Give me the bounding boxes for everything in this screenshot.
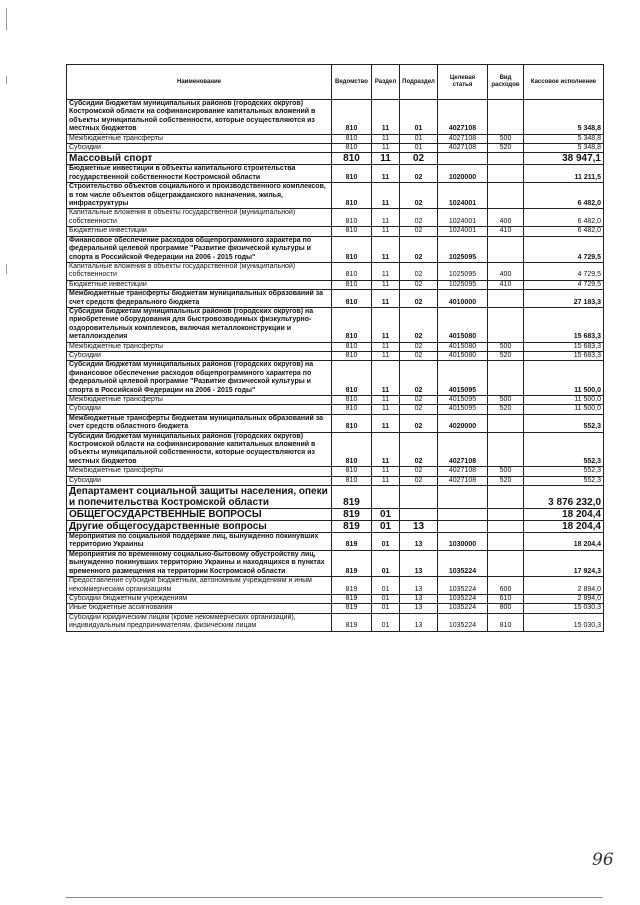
header-section: Раздел bbox=[372, 65, 400, 100]
row-expense-type bbox=[488, 183, 524, 209]
row-subsection: 02 bbox=[400, 153, 438, 165]
row-section: 11 bbox=[372, 165, 400, 183]
row-subsection: 02 bbox=[400, 361, 438, 396]
header-name: Наименование bbox=[67, 65, 332, 100]
row-target-item bbox=[438, 509, 488, 521]
row-name: Мероприятия по временному социально-бытовому обустройству лиц, вынужденно покинувших территорию Украины и находящихся в пунктах временного размещения на территории Костромской области bbox=[67, 550, 332, 576]
row-section: 01 bbox=[372, 550, 400, 576]
row-expense-type: 520 bbox=[488, 144, 524, 153]
row-subsection: 13 bbox=[400, 533, 438, 551]
row-expense-type: 500 bbox=[488, 467, 524, 476]
row-subsection: 13 bbox=[400, 594, 438, 603]
row-amount: 15 683,3 bbox=[524, 351, 604, 360]
row-name: Предоставление субсидий бюджетным, автономным учреждениям и иным некоммерческим организациям bbox=[67, 577, 332, 595]
row-target-item bbox=[438, 521, 488, 533]
row-name: Межбюджетные трансферты bbox=[67, 342, 332, 351]
row-amount: 6 482,0 bbox=[524, 183, 604, 209]
row-section: 11 bbox=[372, 144, 400, 153]
row-amount: 38 947,1 bbox=[524, 153, 604, 165]
row-department: 810 bbox=[332, 144, 372, 153]
row-section: 11 bbox=[372, 227, 400, 236]
row-target-item: 1030000 bbox=[438, 533, 488, 551]
row-target-item: 4015095 bbox=[438, 361, 488, 396]
row-target-item: 1035224 bbox=[438, 550, 488, 576]
row-subsection: 01 bbox=[400, 144, 438, 153]
row-department: 810 bbox=[332, 361, 372, 396]
table-row bbox=[67, 236, 604, 262]
table-row bbox=[67, 342, 604, 351]
row-target-item: 1024001 bbox=[438, 227, 488, 236]
row-amount: 5 348,8 bbox=[524, 100, 604, 135]
row-name: Субсидии бюджетам муниципальных районов (городских округов) на финансовое обеспечение расходов общепрограммного характера по федеральной целевой программе "Развитие физической культуры и спорта в Российской Федерации на 2006 - 2015 годы" bbox=[67, 361, 332, 396]
row-section: 11 bbox=[372, 262, 400, 280]
table-row bbox=[67, 577, 604, 595]
row-department: 810 bbox=[332, 236, 372, 262]
table-row bbox=[67, 307, 604, 342]
table-header-row bbox=[67, 65, 604, 100]
row-name: Субсидии бюджетам муниципальных районов (городских округов) Костромской области на софинансирование капитальных вложений в объекты муниципальной собственности, которые осуществляются из местных бюджетов bbox=[67, 100, 332, 135]
header-target-item: Целевая статья bbox=[438, 65, 488, 100]
row-department: 810 bbox=[332, 153, 372, 165]
row-amount: 17 924,3 bbox=[524, 550, 604, 576]
table-row bbox=[67, 227, 604, 236]
row-name: Бюджетные инвестиции bbox=[67, 227, 332, 236]
row-section: 11 bbox=[372, 307, 400, 342]
row-section: 11 bbox=[372, 100, 400, 135]
row-expense-type bbox=[488, 521, 524, 533]
left-margin-mark bbox=[6, 8, 7, 30]
row-expense-type: 610 bbox=[488, 594, 524, 603]
row-subsection: 02 bbox=[400, 414, 438, 432]
row-subsection bbox=[400, 486, 438, 509]
row-name: Капитальные вложения в объекты государственной (муниципальной) собственности bbox=[67, 209, 332, 227]
table-row bbox=[67, 351, 604, 360]
row-section: 11 bbox=[372, 414, 400, 432]
row-expense-type: 400 bbox=[488, 262, 524, 280]
row-expense-type bbox=[488, 414, 524, 432]
row-department: 810 bbox=[332, 467, 372, 476]
row-amount: 4 729,5 bbox=[524, 262, 604, 280]
row-amount: 5 348,8 bbox=[524, 134, 604, 143]
row-amount: 15 030,3 bbox=[524, 604, 604, 613]
row-expense-type: 500 bbox=[488, 342, 524, 351]
row-expense-type bbox=[488, 550, 524, 576]
row-name: Межбюджетные трансферты бюджетам муниципальных образований за счет средств областного бюджета bbox=[67, 414, 332, 432]
row-section: 01 bbox=[372, 521, 400, 533]
row-section: 11 bbox=[372, 236, 400, 262]
row-department: 810 bbox=[332, 290, 372, 308]
table-row bbox=[67, 209, 604, 227]
table-row bbox=[67, 100, 604, 135]
table-row bbox=[67, 550, 604, 576]
row-amount: 552,3 bbox=[524, 414, 604, 432]
row-subsection: 13 bbox=[400, 521, 438, 533]
row-name: Межбюджетные трансферты bbox=[67, 467, 332, 476]
row-expense-type: 410 bbox=[488, 280, 524, 289]
row-expense-type bbox=[488, 236, 524, 262]
row-target-item: 4027108 bbox=[438, 476, 488, 485]
row-amount: 11 500,0 bbox=[524, 361, 604, 396]
row-department: 810 bbox=[332, 209, 372, 227]
row-expense-type: 800 bbox=[488, 604, 524, 613]
row-expense-type bbox=[488, 165, 524, 183]
row-expense-type bbox=[488, 100, 524, 135]
row-target-item: 1025095 bbox=[438, 262, 488, 280]
row-subsection: 02 bbox=[400, 405, 438, 414]
table-row bbox=[67, 613, 604, 631]
table-row bbox=[67, 134, 604, 143]
row-name: ОБЩЕГОСУДАРСТВЕННЫЕ ВОПРОСЫ bbox=[67, 509, 332, 521]
row-target-item: 4010000 bbox=[438, 290, 488, 308]
row-name: Другие общегосударственные вопросы bbox=[67, 521, 332, 533]
row-subsection: 02 bbox=[400, 183, 438, 209]
row-subsection: 02 bbox=[400, 280, 438, 289]
row-target-item: 4027108 bbox=[438, 467, 488, 476]
row-name: Субсидии bbox=[67, 351, 332, 360]
row-target-item: 1024001 bbox=[438, 183, 488, 209]
row-section: 01 bbox=[372, 604, 400, 613]
row-section: 11 bbox=[372, 361, 400, 396]
row-name: Бюджетные инвестиции в объекты капитального строительства государственной собственности Костромской области bbox=[67, 165, 332, 183]
row-amount: 552,3 bbox=[524, 476, 604, 485]
row-subsection: 02 bbox=[400, 290, 438, 308]
row-subsection bbox=[400, 509, 438, 521]
row-department: 810 bbox=[332, 134, 372, 143]
row-department: 819 bbox=[332, 594, 372, 603]
row-department: 819 bbox=[332, 550, 372, 576]
row-department: 819 bbox=[332, 613, 372, 631]
left-margin-mark bbox=[6, 76, 7, 84]
row-department: 819 bbox=[332, 533, 372, 551]
row-section: 01 bbox=[372, 594, 400, 603]
row-department: 810 bbox=[332, 414, 372, 432]
row-department: 810 bbox=[332, 183, 372, 209]
table-row bbox=[67, 521, 604, 533]
table-row bbox=[67, 280, 604, 289]
row-expense-type: 520 bbox=[488, 476, 524, 485]
row-target-item: 1025095 bbox=[438, 280, 488, 289]
row-target-item: 4027108 bbox=[438, 134, 488, 143]
table-row bbox=[67, 476, 604, 485]
bottom-rule bbox=[66, 897, 603, 898]
table-row bbox=[67, 432, 604, 467]
row-subsection: 02 bbox=[400, 351, 438, 360]
row-section: 11 bbox=[372, 134, 400, 143]
row-expense-type bbox=[488, 361, 524, 396]
row-section: 11 bbox=[372, 209, 400, 227]
row-section: 11 bbox=[372, 476, 400, 485]
row-expense-type: 500 bbox=[488, 134, 524, 143]
row-name: Департамент социальной защиты населения, опеки и попечительства Костромской области bbox=[67, 486, 332, 509]
page-number: 96 bbox=[592, 850, 614, 870]
row-name: Строительство объектов социального и производственного комплексов, в том числе объектов общегражданского назначения, жилья, инфраструктуры bbox=[67, 183, 332, 209]
row-expense-type bbox=[488, 533, 524, 551]
row-department: 810 bbox=[332, 280, 372, 289]
row-amount: 4 729,5 bbox=[524, 280, 604, 289]
row-target-item: 1035224 bbox=[438, 577, 488, 595]
row-name: Мероприятия по социальной поддержке лиц, вынужденно покинувших территорию Украины bbox=[67, 533, 332, 551]
row-target-item: 4015080 bbox=[438, 342, 488, 351]
header-subsection: Подраздел bbox=[400, 65, 438, 100]
row-section: 01 bbox=[372, 613, 400, 631]
row-department: 819 bbox=[332, 577, 372, 595]
row-amount: 5 348,8 bbox=[524, 144, 604, 153]
row-department: 810 bbox=[332, 100, 372, 135]
row-amount: 6 482,0 bbox=[524, 227, 604, 236]
row-target-item: 1035224 bbox=[438, 613, 488, 631]
row-amount: 552,3 bbox=[524, 467, 604, 476]
row-amount: 6 482,0 bbox=[524, 209, 604, 227]
row-amount: 2 894,0 bbox=[524, 577, 604, 595]
row-target-item: 4027108 bbox=[438, 432, 488, 467]
row-expense-type: 520 bbox=[488, 405, 524, 414]
row-section: 11 bbox=[372, 153, 400, 165]
row-expense-type bbox=[488, 509, 524, 521]
row-expense-type bbox=[488, 432, 524, 467]
row-name: Массовый спорт bbox=[67, 153, 332, 165]
row-subsection: 13 bbox=[400, 613, 438, 631]
row-target-item: 4020000 bbox=[438, 414, 488, 432]
row-expense-type bbox=[488, 307, 524, 342]
row-department: 819 bbox=[332, 604, 372, 613]
table-row bbox=[67, 153, 604, 165]
row-department: 819 bbox=[332, 509, 372, 521]
table-row bbox=[67, 509, 604, 521]
row-section: 11 bbox=[372, 396, 400, 405]
row-target-item: 4027108 bbox=[438, 100, 488, 135]
row-amount: 15 030,3 bbox=[524, 613, 604, 631]
row-department: 810 bbox=[332, 351, 372, 360]
row-department: 810 bbox=[332, 165, 372, 183]
row-name: Межбюджетные трансферты bbox=[67, 134, 332, 143]
row-amount: 27 183,3 bbox=[524, 290, 604, 308]
row-name: Субсидии bbox=[67, 405, 332, 414]
table-row bbox=[67, 467, 604, 476]
row-section: 11 bbox=[372, 290, 400, 308]
row-department: 810 bbox=[332, 342, 372, 351]
row-department: 810 bbox=[332, 307, 372, 342]
row-subsection: 13 bbox=[400, 550, 438, 576]
budget-execution-table bbox=[66, 64, 604, 632]
row-amount: 11 500,0 bbox=[524, 405, 604, 414]
row-subsection: 02 bbox=[400, 467, 438, 476]
row-subsection: 02 bbox=[400, 236, 438, 262]
table-row bbox=[67, 405, 604, 414]
row-amount: 11 500,0 bbox=[524, 396, 604, 405]
row-target-item: 4027108 bbox=[438, 144, 488, 153]
table-row bbox=[67, 486, 604, 509]
table-row bbox=[67, 533, 604, 551]
row-target-item bbox=[438, 486, 488, 509]
row-target-item: 4015080 bbox=[438, 307, 488, 342]
row-section: 11 bbox=[372, 432, 400, 467]
row-subsection: 02 bbox=[400, 227, 438, 236]
row-target-item: 1020000 bbox=[438, 165, 488, 183]
row-amount: 18 204,4 bbox=[524, 509, 604, 521]
row-name: Капитальные вложения в объекты государственной (муниципальной) собственности bbox=[67, 262, 332, 280]
row-department: 810 bbox=[332, 432, 372, 467]
row-name: Межбюджетные трансферты bbox=[67, 396, 332, 405]
row-section: 01 bbox=[372, 533, 400, 551]
row-section: 11 bbox=[372, 405, 400, 414]
row-target-item: 4015095 bbox=[438, 405, 488, 414]
table-row bbox=[67, 290, 604, 308]
row-amount: 18 204,4 bbox=[524, 521, 604, 533]
row-subsection: 02 bbox=[400, 396, 438, 405]
row-expense-type: 410 bbox=[488, 227, 524, 236]
row-section: 11 bbox=[372, 467, 400, 476]
row-expense-type bbox=[488, 486, 524, 509]
row-department: 819 bbox=[332, 521, 372, 533]
row-subsection: 02 bbox=[400, 262, 438, 280]
row-department: 810 bbox=[332, 476, 372, 485]
row-expense-type bbox=[488, 290, 524, 308]
row-name: Межбюджетные трансферты бюджетам муниципальных образований за счет средств федерального бюджета bbox=[67, 290, 332, 308]
row-subsection: 01 bbox=[400, 100, 438, 135]
row-subsection: 02 bbox=[400, 342, 438, 351]
row-subsection: 02 bbox=[400, 209, 438, 227]
table-row bbox=[67, 604, 604, 613]
row-name: Субсидии юридическим лицам (кроме некоммерческих организаций), индивидуальным предпринимателям, физическим лицам bbox=[67, 613, 332, 631]
header-cash-execution: Кассовое исполнение bbox=[524, 65, 604, 100]
row-expense-type: 810 bbox=[488, 613, 524, 631]
row-amount: 15 683,3 bbox=[524, 307, 604, 342]
row-target-item: 4015095 bbox=[438, 396, 488, 405]
row-section: 11 bbox=[372, 342, 400, 351]
row-amount: 3 876 232,0 bbox=[524, 486, 604, 509]
row-section: 11 bbox=[372, 280, 400, 289]
row-subsection: 13 bbox=[400, 604, 438, 613]
row-amount: 18 204,4 bbox=[524, 533, 604, 551]
row-amount: 4 729,5 bbox=[524, 236, 604, 262]
table-row bbox=[67, 165, 604, 183]
row-department: 810 bbox=[332, 227, 372, 236]
table-row bbox=[67, 183, 604, 209]
row-expense-type: 500 bbox=[488, 396, 524, 405]
row-subsection: 02 bbox=[400, 432, 438, 467]
left-margin-mark bbox=[6, 264, 7, 274]
row-name: Финансовое обеспечение расходов общепрограммного характера по федеральной целевой программе "Развитие физической культуры и спорта в Российской Федерации на 2006 - 2015 годы" bbox=[67, 236, 332, 262]
row-target-item: 1024001 bbox=[438, 209, 488, 227]
row-subsection: 02 bbox=[400, 307, 438, 342]
row-amount: 552,3 bbox=[524, 432, 604, 467]
row-section: 11 bbox=[372, 183, 400, 209]
row-section: 11 bbox=[372, 351, 400, 360]
table-row bbox=[67, 594, 604, 603]
header-expense-type: Вид расходов bbox=[488, 65, 524, 100]
header-department: Ведомство bbox=[332, 65, 372, 100]
row-name: Бюджетные инвестиции bbox=[67, 280, 332, 289]
table-row bbox=[67, 144, 604, 153]
row-amount: 11 211,5 bbox=[524, 165, 604, 183]
table-row bbox=[67, 361, 604, 396]
row-name: Субсидии бюджетам муниципальных районов (городских округов) Костромской области на софинансирование капитальных вложений в объекты муниципальной собственности, которые осуществляются из местных бюджетов bbox=[67, 432, 332, 467]
row-department: 810 bbox=[332, 405, 372, 414]
row-name: Субсидии бюджетным учреждениям bbox=[67, 594, 332, 603]
row-expense-type: 400 bbox=[488, 209, 524, 227]
row-subsection: 13 bbox=[400, 577, 438, 595]
row-target-item: 1035224 bbox=[438, 594, 488, 603]
row-section: 01 bbox=[372, 509, 400, 521]
row-subsection: 01 bbox=[400, 134, 438, 143]
row-name: Субсидии bbox=[67, 476, 332, 485]
row-department: 810 bbox=[332, 396, 372, 405]
row-expense-type bbox=[488, 153, 524, 165]
row-department: 819 bbox=[332, 486, 372, 509]
row-subsection: 02 bbox=[400, 165, 438, 183]
table-row bbox=[67, 262, 604, 280]
row-name: Иные бюджетные ассигнования bbox=[67, 604, 332, 613]
row-expense-type: 520 bbox=[488, 351, 524, 360]
row-name: Субсидии бюджетам муниципальных районов (городских округов) на приобретение оборудования для быстровозводимых физкультурно-оздоровительных комплексов, включая металлоконструкции и металлоизделия bbox=[67, 307, 332, 342]
row-name: Субсидии bbox=[67, 144, 332, 153]
row-target-item: 4015080 bbox=[438, 351, 488, 360]
row-section bbox=[372, 486, 400, 509]
row-expense-type: 600 bbox=[488, 577, 524, 595]
row-amount: 2 894,0 bbox=[524, 594, 604, 603]
table-row bbox=[67, 396, 604, 405]
table-row bbox=[67, 414, 604, 432]
row-target-item bbox=[438, 153, 488, 165]
row-department: 810 bbox=[332, 262, 372, 280]
row-subsection: 02 bbox=[400, 476, 438, 485]
row-target-item: 1035224 bbox=[438, 604, 488, 613]
row-target-item: 1025095 bbox=[438, 236, 488, 262]
row-amount: 15 683,3 bbox=[524, 342, 604, 351]
row-section: 01 bbox=[372, 577, 400, 595]
